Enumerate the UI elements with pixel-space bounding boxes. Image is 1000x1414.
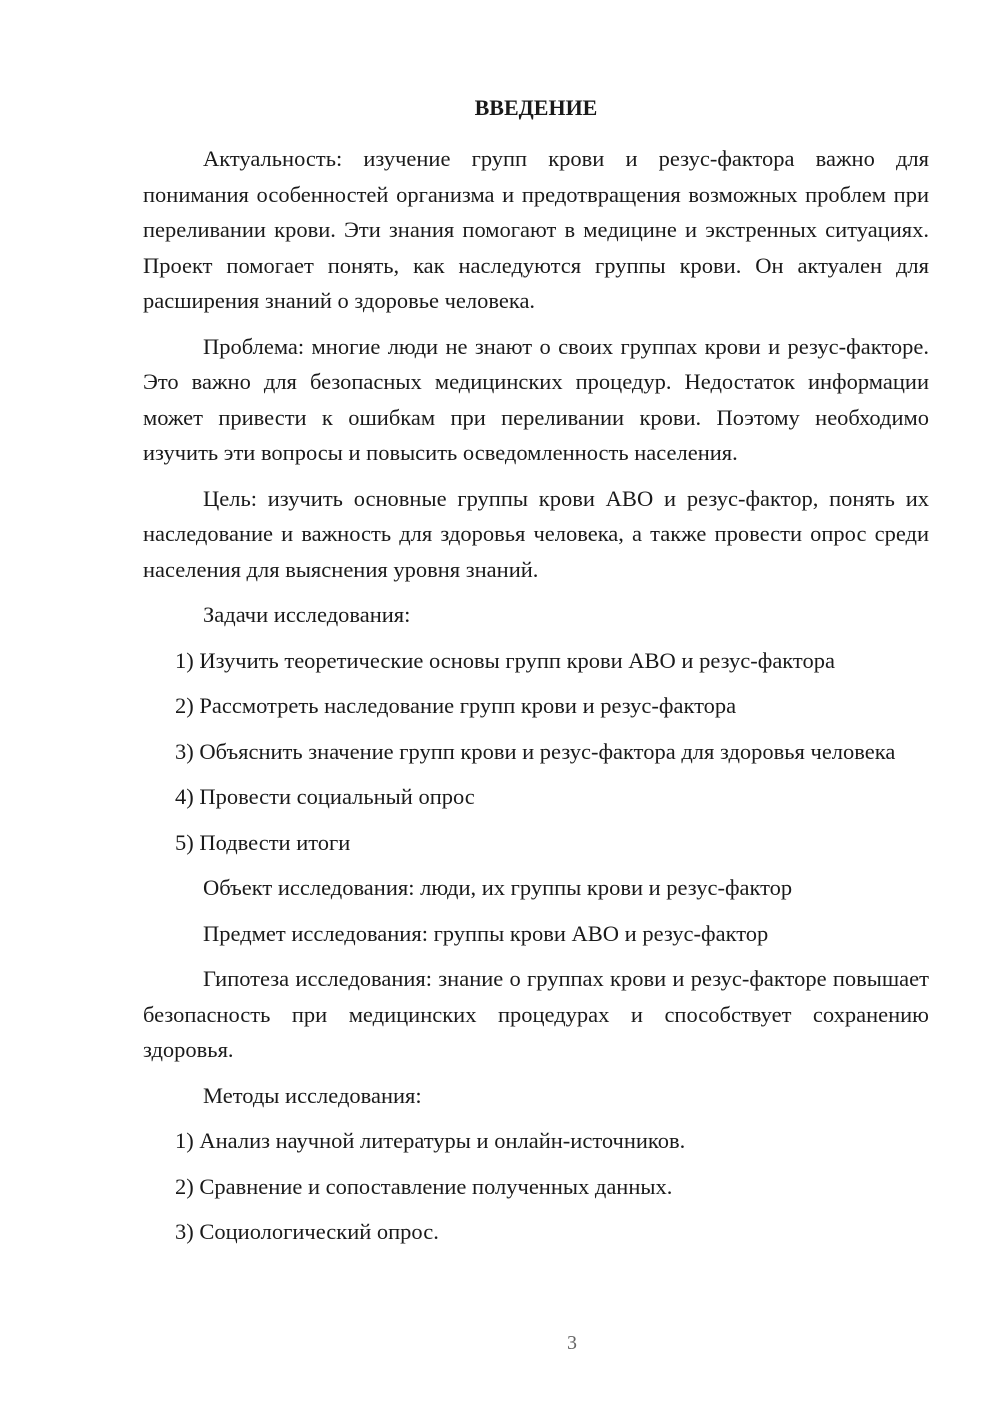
problem-paragraph: Проблема: многие люди не знают о своих группах крови и резус-факторе. Это важно для безопасных медицинских процедур. Недостаток информации может привести к ошибкам при переливании крови. Поэтому необходимо изучить эти вопросы и повысить осведомленность населения. — [143, 333, 929, 465]
relevance-paragraph: Актуальность: изучение групп крови и резус-фактора важно для понимания особенностей организма и предотвращения возможных проблем при переливании крови. Эти знания помогают в медицине и экстренных ситуациях. Проект помогает понять, как наследуются группы крови. Он актуален для расширения знаний о здоровье человека. — [143, 146, 929, 313]
method-item: 1) Анализ научной литературы и онлайн-источников. — [175, 1128, 686, 1153]
subject-line: Предмет исследования: группы крови АВО и резус-фактор — [203, 920, 769, 946]
goal-paragraph: Цель: изучить основные группы крови АВО и резус-фактор, понять их наследование и важность для здоровья человека, а также провести опрос среди населения для выяснения уровня знаний. — [143, 485, 929, 582]
document-page — [143, 90, 929, 1260]
methods-heading: Методы исследования: — [203, 1082, 422, 1108]
object-line: Объект исследования: люди, их группы крови и резус-фактор — [203, 875, 793, 900]
page-number: 3 — [567, 1332, 577, 1354]
task-item: 2) Рассмотреть наследование групп крови и резус-фактора — [175, 693, 737, 718]
tasks-heading: Задачи исследования: — [203, 602, 411, 627]
method-item: 2) Сравнение и сопоставление полученных данных. — [175, 1173, 673, 1199]
task-item: 3) Объяснить значение групп крови и резус-фактора для здоровья человека — [175, 738, 896, 764]
page-title: ВВЕДЕНИЕ — [474, 95, 598, 120]
hypothesis-paragraph: Гипотеза исследования: знание о группах крови и резус-факторе повышает безопасность при медицинских процедурах и способствует сохранению здоровья. — [143, 966, 929, 1062]
task-item: 5) Подвести итоги — [175, 829, 351, 855]
method-item: 3) Социологический опрос. — [175, 1219, 439, 1244]
task-item: 4) Провести социальный опрос — [175, 784, 475, 809]
task-item: 1) Изучить теоретические основы групп крови АВО и резус-фактора — [175, 647, 835, 673]
